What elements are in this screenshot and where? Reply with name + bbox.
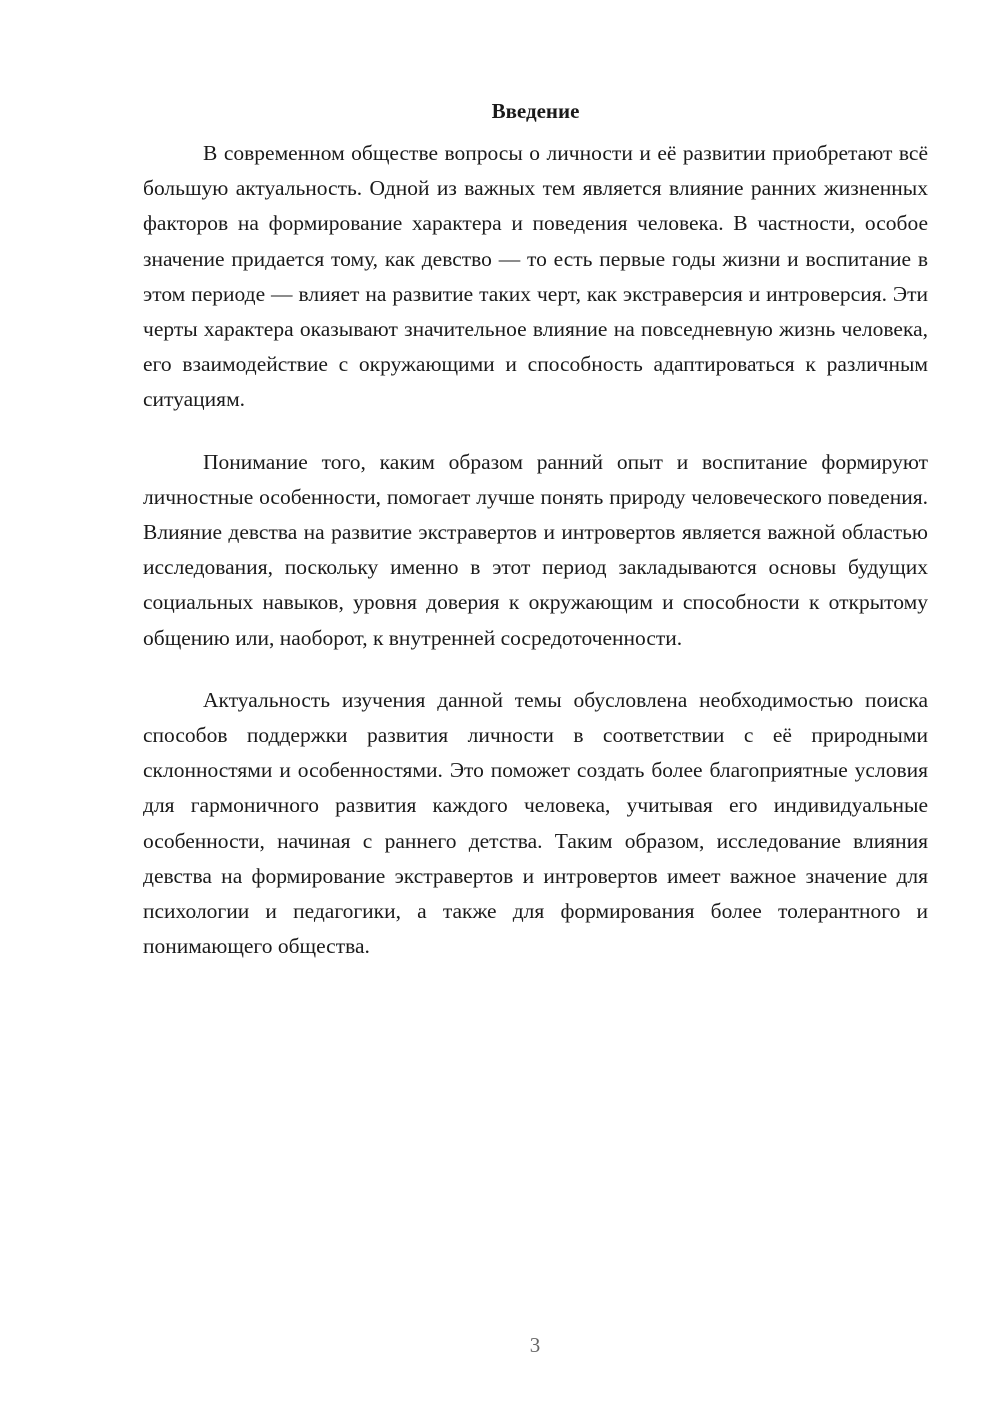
paragraph-1: В современном обществе вопросы о личности и её развитии приобретают всё большую актуальность. Одной из важных тем является влияние ранних жизненных факторов на формирование характера и поведения человека. В частности, особое значение придается тому, как девство — то есть первые годы жизни и воспитание в этом периоде — влияет на развитие таких черт, как экстраверсия и интроверсия. Эти черты характера оказывают значительное влияние на повседневную жизнь человека, его взаимодействие с окружающими и способность адаптироваться к различным ситуациям. <box>143 141 928 412</box>
paragraph-3: Актуальность изучения данной темы обусловлена необходимостью поиска способов поддержки развития личности в соответствии с её природными склонностями и особенностями. Это поможет создать более благоприятные условия для гармоничного развития каждого человека, учитывая его индивидуальные особенности, начиная с раннего детства. Таким образом, исследование влияния девства на формирование экстравертов и интровертов имеет важное значение для психологии и педагогики, а также для формирования более толерантного и понимающего общества. <box>143 687 928 959</box>
page-number: 3 <box>529 1333 541 1357</box>
section-title: Введение <box>491 99 580 123</box>
page-content <box>143 96 928 991</box>
paragraph-2: Понимание того, каким образом ранний опыт и воспитание формируют личностные особенности, помогает лучше понять природу человеческого поведения. Влияние девства на развитие экстравертов и интровертов является важной областью исследования, поскольку именно в этот период закладываются основы будущих социальных навыков, уровня доверия к окружающим и способности к открытому общению или, наоборот, к внутренней сосредоточенности. <box>143 449 928 650</box>
